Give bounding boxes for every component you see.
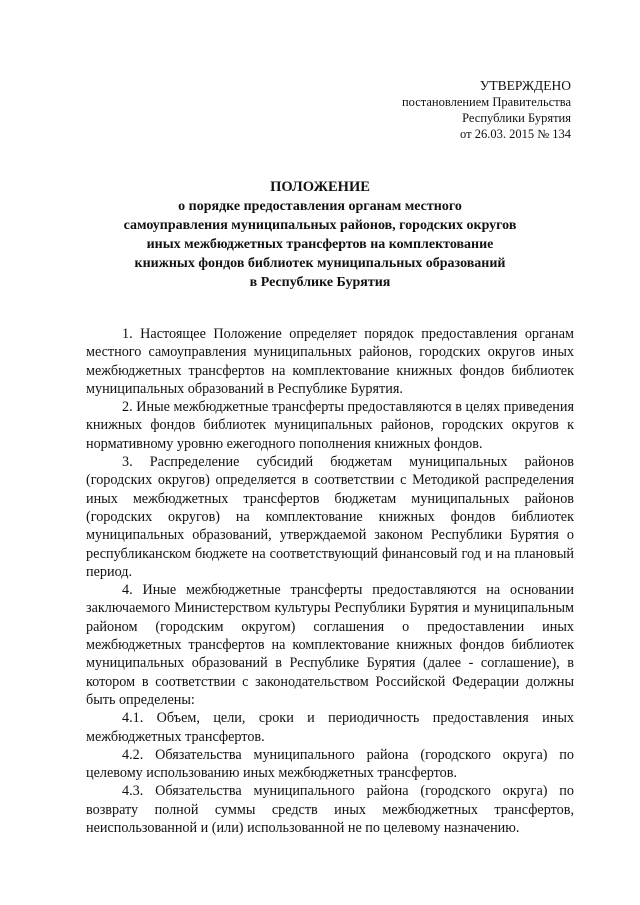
paragraph-1: 1. Настоящее Положение определяет порядок предоставления органам местного самоуправления муниципальных районов, городских округов иных межбюджетных трансфертов на комплектование книжных фондов библиотек муниципальных образований в Республике Бурятия. — [86, 326, 574, 397]
paragraph-2: 2. Иные межбюджетные трансферты предоставляются в целях приведения книжных фондов библиотек муниципальных районов, городских округов к нормативному уровню ежегодного пополнения книжных фондов. — [86, 399, 574, 452]
paragraph-4-3: 4.3. Обязательства муниципального района (городского округа) по возврату полной суммы средств иных межбюджетных трансфертов, неиспользованной и (или) использованной не по целевому назначению. — [86, 783, 574, 837]
paragraph-4-1: 4.1. Объем, цели, сроки и периодичность предоставления иных межбюджетных трансфертов. — [86, 710, 574, 745]
approval-line-2: Республики Бурятия — [462, 111, 571, 125]
document-body — [86, 325, 574, 837]
title-main: ПОЛОЖЕНИЕ — [270, 179, 370, 195]
title-line-4: книжных фондов библиотек муниципальных образований — [134, 256, 506, 271]
paragraph-3: 3. Распределение субсидий бюджетам муниципальных районов (городских округов) определяется в соответствии с Методикой распределения иных межбюджетных трансфертов бюджетам муниципальных районов (городских округов) на комплектование книжных фондов библиотек муниципальных образований, утверждаемой законом Республики Бурятия о республиканском бюджете на соответствующий финансовый год и на плановый период. — [86, 454, 574, 580]
document-title — [70, 178, 570, 292]
paragraph-4: 4. Иные межбюджетные трансферты предоставляются на основании заключаемого Министерством культуры Республики Бурятия и муниципальным районом (городским округом) соглашения о предоставлении иных межбюджетных трансфертов на комплектование книжных фондов библиотек муниципальных образований в Республике Бурятия (далее - соглашение), в котором в соответствии с законодательством Российской Федерации должны быть определены: — [86, 582, 574, 708]
approval-line-1: постановлением Правительства — [401, 95, 571, 109]
title-line-3: иных межбюджетных трансфертов на комплектование — [146, 237, 494, 252]
paragraph-4-2: 4.2. Обязательства муниципального района (городского округа) по целевому использованию иных межбюджетных трансфертов. — [86, 746, 574, 782]
title-line-5: в Республике Бурятия — [249, 275, 391, 290]
title-line-2: самоуправления муниципальных районов, городских округов — [123, 218, 517, 233]
approval-stamp — [402, 78, 571, 142]
title-line-1: о порядке предоставления органам местного — [178, 199, 462, 214]
approval-heading: УТВЕРЖДЕНО — [479, 78, 571, 93]
approval-line-3: от 26.03. 2015 № 134 — [460, 127, 571, 141]
